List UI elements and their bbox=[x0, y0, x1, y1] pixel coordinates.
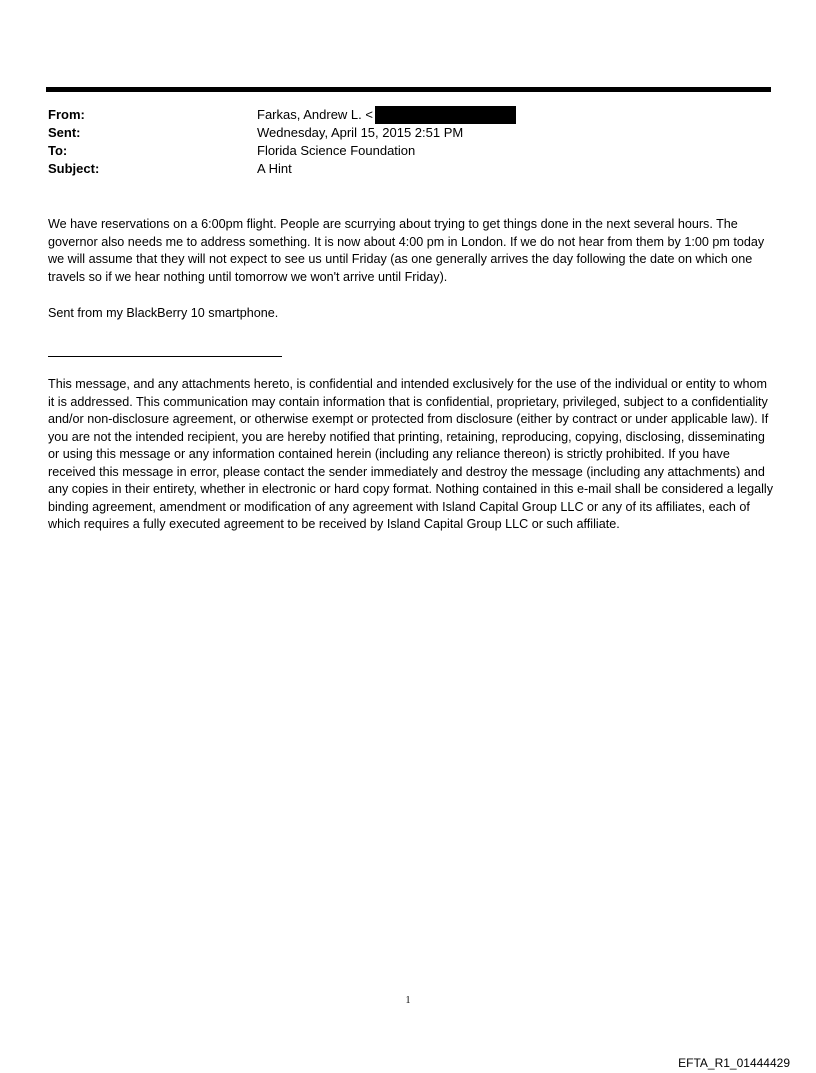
from-value bbox=[257, 106, 768, 124]
subject-label: Subject: bbox=[48, 161, 100, 176]
message-body: We have reservations on a 6:00pm flight. People are scurrying about trying to get things done in the next several hours. The governor also needs me to address something. It is now about 4:00 pm in London. If we do not hear from them by 1:00 pm today we will assume that they will not expect to see us until Friday (as one generally arrives the day following the date on which one travels so if we hear nothing until tomorrow we won't arrive until Friday). bbox=[48, 217, 765, 284]
to-row bbox=[48, 142, 768, 160]
subject-row bbox=[48, 160, 768, 178]
redaction-block bbox=[375, 106, 516, 124]
document-id: EFTA_R1_01444429 bbox=[678, 1056, 790, 1070]
from-label: From: bbox=[48, 107, 85, 122]
page-number: 1 bbox=[405, 995, 411, 1006]
confidentiality-disclaimer: This message, and any attachments hereto, is confidential and intended exclusively for the use of the individual or entity to whom it is addressed. This communication may contain information that is confidential, proprietary, privileged, subject to a confidentiality and/or non-disclosure agreement, or otherwise exempt or protected from disclosure (either by contract or under applicable law). If you are not the intended recipient, you are hereby notified that printing, retaining, reproducing, copying, disclosing, disseminating or using this message or any information contained herein (including any reliance thereon) is strictly prohibited. If you have received this message in error, please contact the sender immediately and destroy the message (including any attachments) and any copies in their entirety, whether in electronic or hard copy format. Nothing contained in this e-mail shall be considered a legally binding agreement, amendment or modification of any agreement with Island Capital Group LLC or any of its affiliates, each of which requires a fully executed agreement to be received by Island Capital Group LLC or such affiliate. bbox=[48, 377, 773, 531]
subject-value: A Hint bbox=[257, 161, 292, 176]
header-rule bbox=[46, 87, 771, 92]
from-row bbox=[48, 106, 768, 124]
signature: Sent from my BlackBerry 10 smartphone. bbox=[48, 306, 279, 320]
sent-label: Sent: bbox=[48, 125, 81, 140]
email-header bbox=[48, 106, 768, 178]
from-name: Farkas, Andrew L. < bbox=[257, 107, 373, 122]
sent-value: Wednesday, April 15, 2015 2:51 PM bbox=[257, 125, 464, 140]
signature-separator bbox=[48, 356, 282, 357]
to-label: To: bbox=[48, 143, 68, 158]
sent-row bbox=[48, 124, 768, 142]
to-value: Florida Science Foundation bbox=[257, 143, 416, 158]
